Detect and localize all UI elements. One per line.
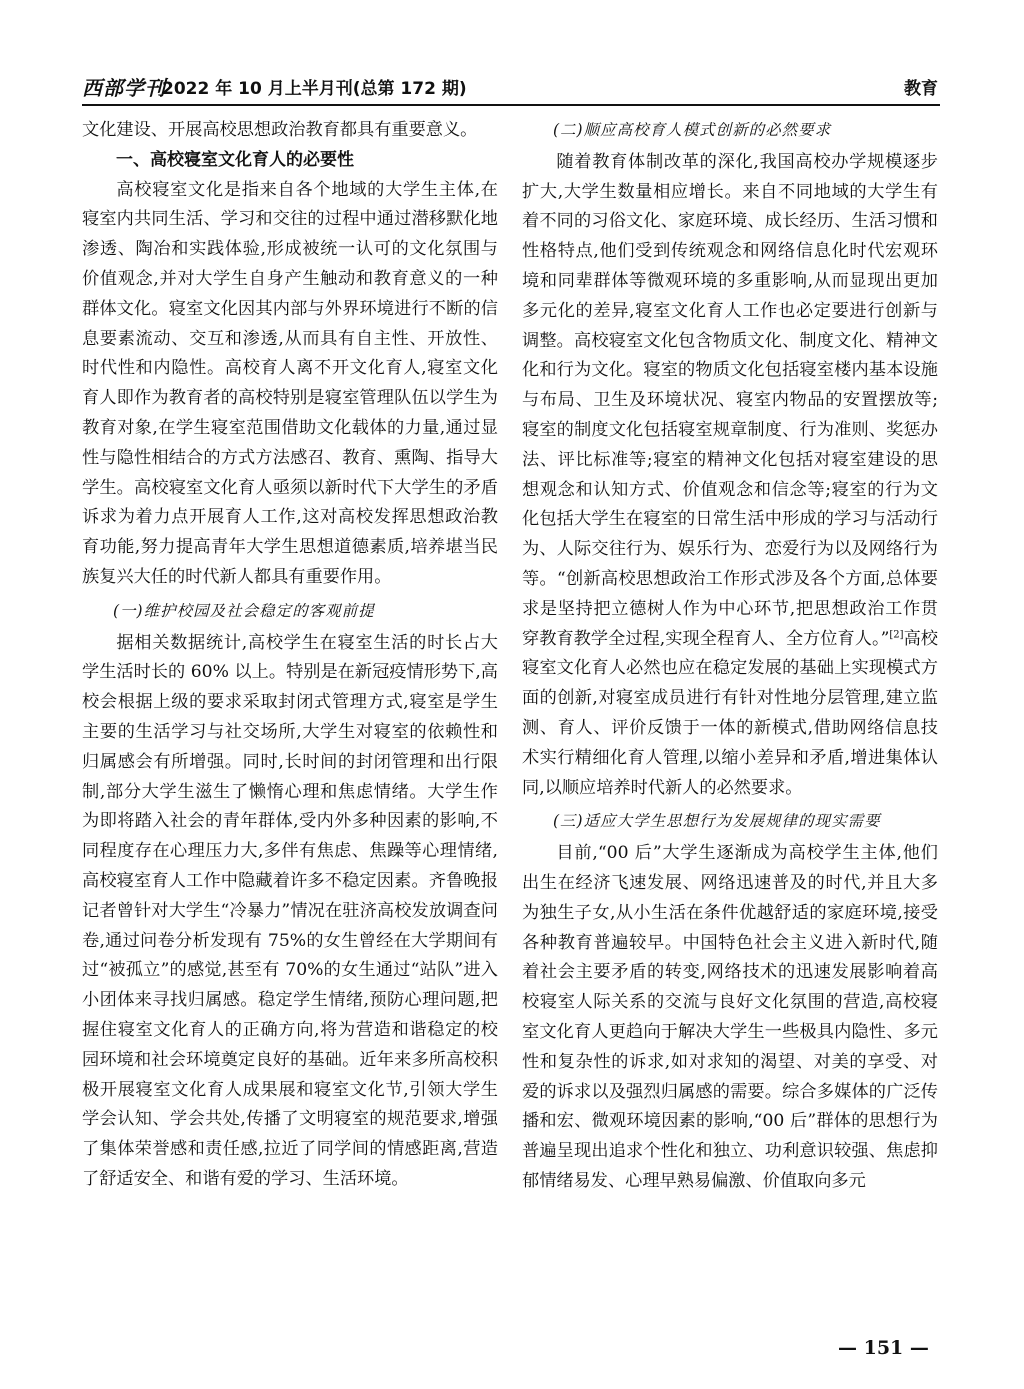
paragraph-3-part-b: 高校寝室文化育人必然也应在稳定发展的基础上实现模式方面的创新,对寝室成员进行有针对性地分层管理,建立监测、育人、评价反馈于一体的新模式,借助网络信息技术实行精细化育人管理,以缩小差异和矛盾,增进集体认同,以顺应培养时代新人的必然要求。 <box>522 628 938 798</box>
section-name: 教育 <box>904 79 938 99</box>
subsection-heading-1: (一)维护校园及社会稳定的客观前提 <box>113 601 375 620</box>
left-column <box>82 116 498 1195</box>
journal-logo: 西部学刊 <box>82 76 166 100</box>
paragraph-3-part-a: 随着教育体制改革的深化,我国高校办学规模逐步扩大,大学生数量相应增长。来自不同地域的大学生有着不同的习俗文化、家庭环境、成长经历、生活习惯和性格特点,他们受到传统观念和网络信息化时代宏观环境和同辈群体等微观环境的多重影响,从而显现出更加多元化的差异,寝室文化育人工作也必定要进行创新与调整。高校寝室文化包含物质文化、制度文化、精神文化和行为文化。寝室的物质文化包括寝室楼内基本设施与布局、卫生及环境状况、寝室内物品的安置摆放等;寝室的制度文化包括寝室规章制度、行为准则、奖惩办法、评比标准等;寝室的精神文化包括对寝室建设的思想观念和认知方式、价值观念和信念等;寝室的行为文化包括大学生在寝室的日常生活中形成的学习与活动行为、人际交往行为、娱乐行为、恋爱行为以及网络行为等。“创新高校思想政治工作形式涉及各个方面,总体要求是坚持把立德树人作为中心环节,把思想政治工作贯穿教育教学全过程,实现全程育人、全方位育人。” <box>522 151 938 649</box>
journal-issue: 2022 年 10 月上半月刊(总第 172 期) <box>162 79 467 99</box>
citation-ref-2: [2] <box>889 628 904 640</box>
section-heading-1: 一、高校寝室文化育人的必要性 <box>116 149 354 170</box>
running-header <box>82 70 940 106</box>
paragraph-1: 高校寝室文化是指来自各个地域的大学生主体,在寝室内共同生活、学习和交往的过程中通过潜移默化地渗透、陶冶和实践体验,形成被统一认可的文化氛围与价值观念,并对大学生自身产生触动和教育意义的一种群体文化。寝室文化因其内部与外界环境进行不断的信息要素流动、交互和渗透,从而具有自主性、开放性、时代性和内隐性。高校育人离不开文化育人,寝室文化育人即作为教育者的高校特别是寝室管理队伍以学生为教育对象,在学生寝室范围借助文化载体的力量,通过显性与隐性相结合的方式方法感召、教育、熏陶、指导大学生。高校寝室文化育人亟须以新时代下大学生的矛盾诉求为着力点开展育人工作,这对高校发挥思想政治教育功能,努力提高青年大学生思想道德素质,培养堪当民族复兴大任的时代新人都具有重要作用。 <box>82 179 498 587</box>
paragraph-4: 目前,“00 后”大学生逐渐成为高校学生主体,他们出生在经济飞速发展、网络迅速普及的时代,并且大多为独生子女,从小生活在条件优越舒适的家庭环境,接受各种教育普遍较早。中国特色社会主义进入新时代,随着社会主要矛盾的转变,网络技术的迅速发展影响着高校寝室人际关系的交流与良好文化氛围的营造,高校寝室文化育人更趋向于解决大学生一些极具内隐性、多元性和复杂性的诉求,如对求知的渴望、对美的享受、对爱的诉求以及强烈归属感的需要。综合多媒体的广泛传播和宏、微观环境因素的影响,“00 后”群体的思想行为普遍呈现出追求个性化和独立、功利意识较强、焦虑抑郁情绪易发、心理早熟易偏激、价值取向多元 <box>522 843 938 1191</box>
paragraph-3 <box>522 148 938 804</box>
subsection-heading-2: (二)顺应高校育人模式创新的必然要求 <box>553 121 832 139</box>
right-column <box>522 116 938 1197</box>
subsection-heading-3: (三)适应大学生思想行为发展规律的现实需要 <box>553 812 881 831</box>
intro-paragraph: 文化建设、开展高校思想政治教育都具有重要意义。 <box>82 120 478 140</box>
page-number: — 151 — <box>838 1337 929 1359</box>
paragraph-2: 据相关数据统计,高校学生在寝室生活的时长占大学生活时长的 60% 以上。特别是在新冠疫情形势下,高校会根据上级的要求采取封闭式管理方式,寝室是学生主要的生活学习与社交场所,大学生对寝室的依赖性和归属感会有所增强。同时,长时间的封闭管理和出行限制,部分大学生滋生了懒惰心理和焦虑情绪。大学生作为即将踏入社会的青年群体,受内外多种因素的影响,不同程度存在心理压力大,多伴有焦虑、焦躁等心理情绪,高校寝室育人工作中隐藏着许多不稳定因素。齐鲁晚报记者曾针对大学生“冷暴力”情况在驻济高校发放调查问卷,通过问卷分析发现有 75%的女生曾经在大学期间有过“被孤立”的感觉,甚至有 70%的女生通过“站队”进入小团体来寻找归属感。稳定学生情绪,预防心理问题,把握住寝室文化育人的正确方向,将为营造和谐稳定的校园环境和社会环境奠定良好的基础。近年来多所高校积极开展寝室文化育人成果展和寝室文化节,引领大学生学会认知、学会共处,传播了文明寝室的规范要求,增强了集体荣誉感和责任感,拉近了同学间的情感距离,营造了舒适安全、和谐有爱的学习、生活环境。 <box>82 632 498 1189</box>
